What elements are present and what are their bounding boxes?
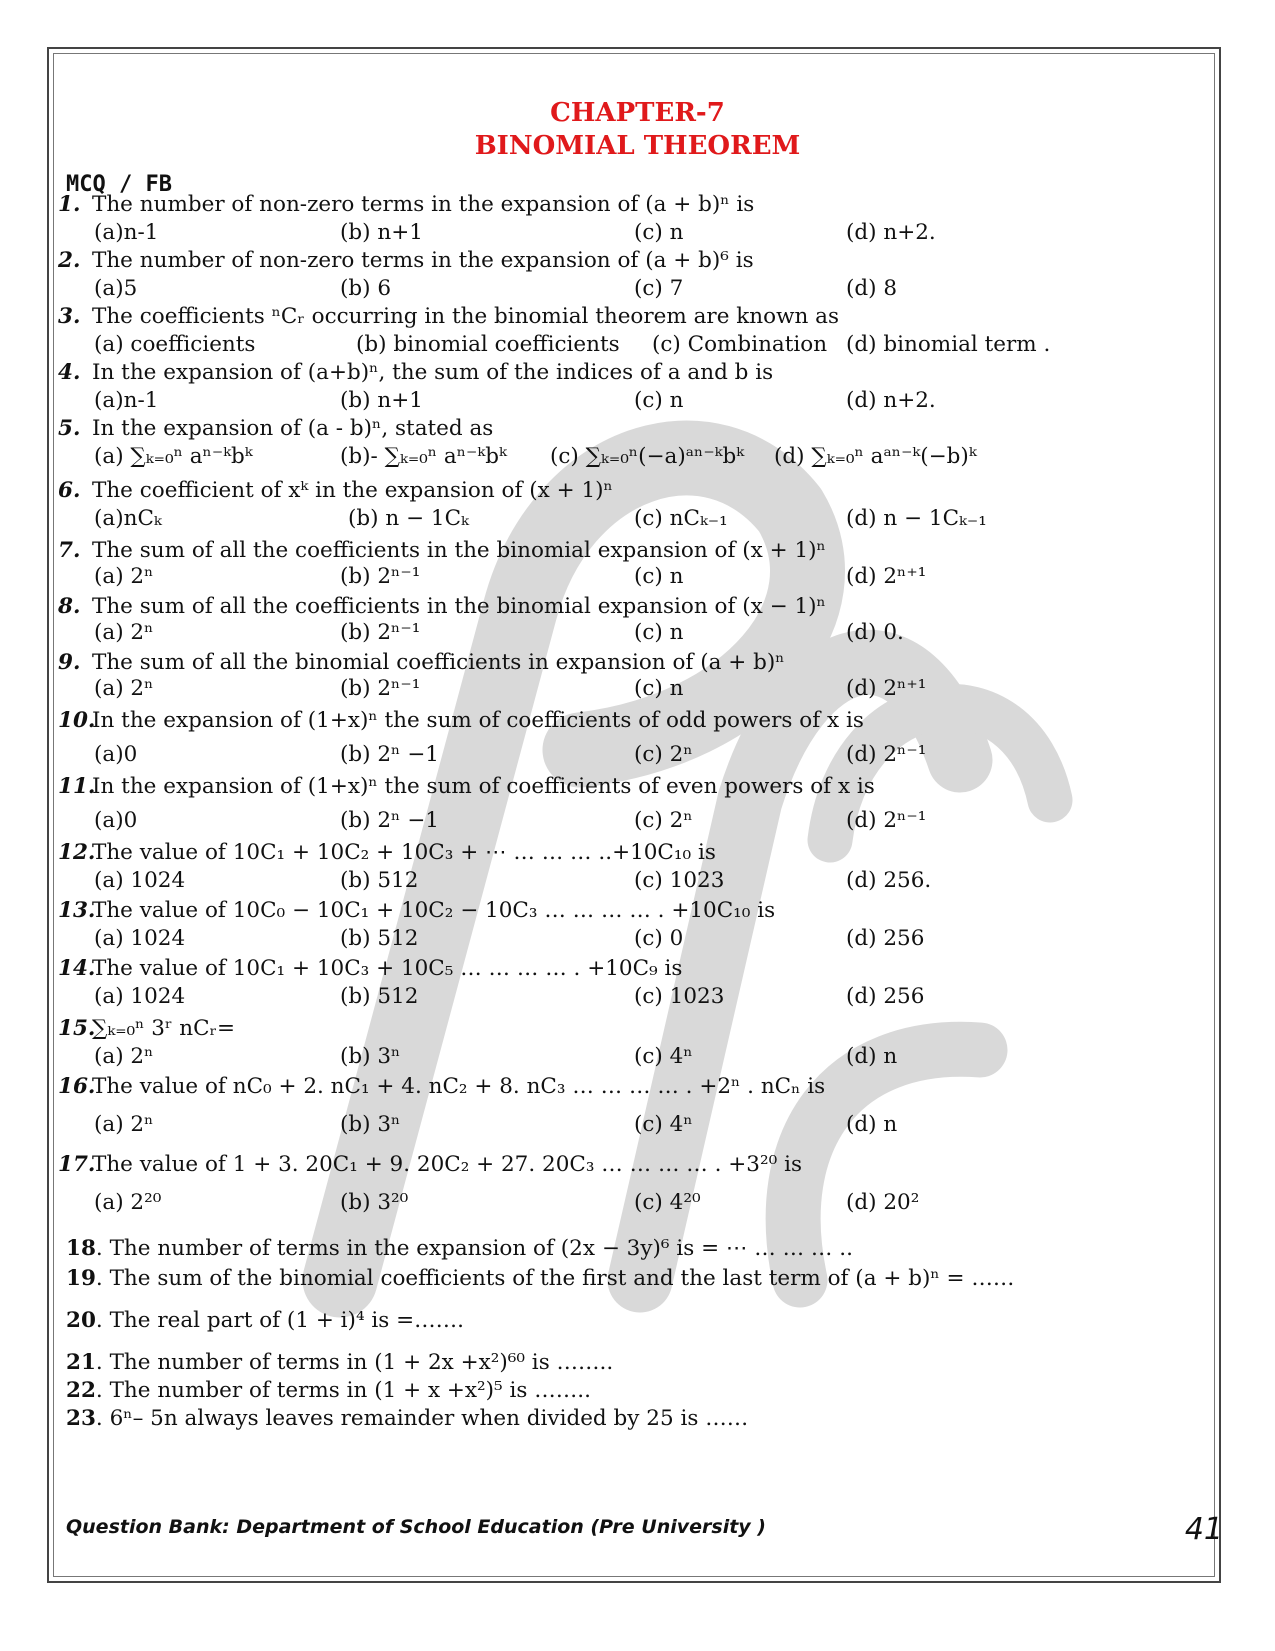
option-a: (a)nCₖ: [94, 506, 162, 531]
question-number: 8.: [58, 594, 81, 619]
option-b: (b) n+1: [340, 220, 423, 245]
question-text: The value of nC₀ + 2. nC₁ + 4. nC₂ + 8. nC₃ … … … … . +2ⁿ . nCₙ is: [92, 1074, 826, 1099]
question-9: [58, 650, 785, 675]
option-d: (d) n+2.: [846, 220, 936, 245]
option-a: (a) 2²⁰: [94, 1190, 162, 1215]
question-number: 1.: [58, 192, 81, 217]
option-b: (b) 3²⁰: [340, 1190, 409, 1215]
option-b: (b) n+1: [340, 388, 423, 413]
option-d: (d) 20²: [846, 1190, 920, 1215]
question-2: [58, 248, 754, 273]
question-text: ∑ₖ₌₀ⁿ 3ʳ nCᵣ=: [92, 1016, 236, 1041]
question-number: 10.: [58, 708, 96, 733]
question-number: 11.: [58, 774, 96, 799]
options-row: [94, 444, 1224, 472]
question-text: The coefficients ⁿCᵣ occurring in the binomial theorem are known as: [92, 304, 840, 329]
option-d: (d) 256: [846, 926, 925, 951]
question-number: 18: [66, 1236, 96, 1261]
question-number: 21: [66, 1350, 96, 1375]
blank-question-22: [66, 1378, 591, 1403]
options-row: [94, 984, 1224, 1012]
option-c: (c) 4ⁿ: [634, 1112, 693, 1137]
question-text: The sum of all the binomial coefficients in expansion of (a + b)ⁿ: [92, 650, 785, 675]
option-c: (c) Combination: [652, 332, 828, 357]
question-text: . 6ⁿ– 5n always leaves remainder when divided by 25 is ……: [95, 1406, 749, 1431]
question-1: [58, 192, 754, 217]
question-text: . The number of terms in (1 + 2x +x²)⁶⁰ is ……..: [95, 1350, 614, 1375]
question-text: The sum of all the coefficients in the binomial expansion of (x + 1)ⁿ: [92, 538, 826, 563]
question-16: [58, 1074, 825, 1099]
question-11: [58, 774, 875, 799]
option-d: (d) n: [846, 1044, 898, 1069]
question-number: 3.: [58, 304, 81, 329]
question-17: [58, 1152, 802, 1177]
question-text: The sum of all the coefficients in the binomial expansion of (x − 1)ⁿ: [92, 594, 826, 619]
option-d: (d) ∑ₖ₌₀ⁿ aᵃⁿ⁻ᵏ(−b)ᵏ: [774, 444, 977, 469]
options-row: [94, 1112, 1224, 1140]
question-15: [58, 1016, 235, 1041]
option-c: (c) 7: [634, 276, 684, 301]
option-a: (a) ∑ₖ₌₀ⁿ aⁿ⁻ᵏbᵏ: [94, 444, 253, 469]
options-row: [94, 868, 1224, 896]
option-c: (c) n: [634, 676, 684, 701]
question-number: 2.: [58, 248, 81, 273]
options-row: [94, 332, 1224, 360]
question-number: 16.: [58, 1074, 96, 1099]
option-b: (b) 6: [340, 276, 392, 301]
question-3: [58, 304, 839, 329]
blank-question-21: [66, 1350, 613, 1375]
question-14: [58, 956, 682, 981]
options-row: [94, 676, 1224, 704]
option-a: (a) coefficients: [94, 332, 256, 357]
question-number: 13.: [58, 898, 96, 923]
question-8: [58, 594, 826, 619]
question-number: 17.: [58, 1152, 96, 1177]
option-b: (b) 2ⁿ⁻¹: [340, 676, 421, 701]
option-b: (b) 2ⁿ⁻¹: [340, 564, 421, 589]
question-number: 15.: [58, 1016, 96, 1041]
option-d: (d) 0.: [846, 620, 904, 645]
question-text: In the expansion of (a - b)ⁿ, stated as: [92, 416, 494, 441]
page-number: 41: [1184, 1512, 1223, 1547]
question-number: 7.: [58, 538, 81, 563]
options-row: [94, 808, 1224, 836]
question-7: [58, 538, 826, 563]
question-text: . The sum of the binomial coefficients of the first and the last term of (a + b)ⁿ = ……: [95, 1266, 1015, 1291]
question-text: The value of 10C₁ + 10C₃ + 10C₅ … … … … . +10C₉ is: [92, 956, 683, 981]
question-text: . The real part of (1 + i)⁴ is =…….: [95, 1308, 464, 1333]
option-c: (c) 0: [634, 926, 684, 951]
option-a: (a)n-1: [94, 220, 159, 245]
question-number: 23: [66, 1406, 96, 1431]
option-c: (c) ∑ₖ₌₀ⁿ(−a)ᵃⁿ⁻ᵏbᵏ: [550, 444, 745, 469]
option-a: (a) 2ⁿ: [94, 1044, 154, 1069]
option-c: (c) n: [634, 220, 684, 245]
blank-question-19: [66, 1266, 1014, 1291]
chapter-number: CHAPTER-7: [550, 98, 725, 128]
option-d: (d) 2ⁿ⁻¹: [846, 808, 927, 833]
option-d: (d) n − 1Cₖ₋₁: [846, 506, 987, 531]
blank-question-18: [66, 1236, 853, 1261]
question-number: 19: [66, 1266, 96, 1291]
option-b: (b) 512: [340, 926, 419, 951]
options-row: [94, 564, 1224, 592]
option-a: (a) 2ⁿ: [94, 1112, 154, 1137]
blank-question-23: [66, 1406, 748, 1431]
option-d: (d) 256: [846, 984, 925, 1009]
options-row: [94, 506, 1224, 534]
question-text: The coefficient of xᵏ in the expansion of (x + 1)ⁿ: [92, 478, 613, 503]
question-number: 14.: [58, 956, 96, 981]
question-13: [58, 898, 775, 923]
question-text: The number of non-zero terms in the expansion of (a + b)ⁿ is: [92, 192, 755, 217]
question-text: The value of 1 + 3. 20C₁ + 9. 20C₂ + 27. 20C₃ … … … … . +3²⁰ is: [92, 1152, 802, 1177]
option-c: (c) n: [634, 620, 684, 645]
option-c: (c) n: [634, 564, 684, 589]
question-10: [58, 708, 864, 733]
option-d: (d) binomial term .: [846, 332, 1051, 357]
option-d: (d) n+2.: [846, 388, 936, 413]
option-a: (a) 2ⁿ: [94, 676, 154, 701]
option-d: (d) 256.: [846, 868, 932, 893]
option-c: (c) nCₖ₋₁: [634, 506, 728, 531]
option-c: (c) n: [634, 388, 684, 413]
options-row: [94, 742, 1224, 770]
question-number: 12.: [58, 840, 96, 865]
option-a: (a) 2ⁿ: [94, 620, 154, 645]
option-b: (b) binomial coefficients: [356, 332, 620, 357]
option-c: (c) 1023: [634, 868, 725, 893]
question-text: The number of non-zero terms in the expansion of (a + b)⁶ is: [92, 248, 754, 273]
option-c: (c) 2ⁿ: [634, 808, 693, 833]
question-6: [58, 478, 613, 503]
options-row: [94, 388, 1224, 416]
question-12: [58, 840, 716, 865]
chapter-title: BINOMIAL THEOREM: [474, 131, 801, 161]
option-a: (a)0: [94, 808, 138, 833]
options-row: [94, 276, 1224, 304]
question-5: [58, 416, 493, 441]
option-b: (b)- ∑ₖ₌₀ⁿ aⁿ⁻ᵏbᵏ: [340, 444, 507, 469]
options-row: [94, 620, 1224, 648]
question-text: In the expansion of (1+x)ⁿ the sum of coefficients of odd powers of x is: [92, 708, 864, 733]
option-b: (b) 512: [340, 868, 419, 893]
option-a: (a) 1024: [94, 984, 186, 1009]
option-a: (a) 1024: [94, 868, 186, 893]
option-a: (a)0: [94, 742, 138, 767]
question-text: In the expansion of (1+x)ⁿ the sum of coefficients of even powers of x is: [92, 774, 875, 799]
question-text: The value of 10C₁ + 10C₂ + 10C₃ + ⋯ … … … ..+10C₁₀ is: [92, 840, 716, 865]
option-c: (c) 2ⁿ: [634, 742, 693, 767]
option-b: (b) n − 1Cₖ: [348, 506, 469, 531]
option-a: (a) 1024: [94, 926, 186, 951]
question-number: 9.: [58, 650, 81, 675]
option-a: (a) 2ⁿ: [94, 564, 154, 589]
option-b: (b) 2ⁿ −1: [340, 808, 439, 833]
question-number: 5.: [58, 416, 81, 441]
option-b: (b) 2ⁿ⁻¹: [340, 620, 421, 645]
option-a: (a)5: [94, 276, 138, 301]
question-number: 6.: [58, 478, 81, 503]
option-d: (d) 2ⁿ⁺¹: [846, 676, 927, 701]
option-b: (b) 2ⁿ −1: [340, 742, 439, 767]
question-text: In the expansion of (a+b)ⁿ, the sum of the indices of a and b is: [92, 360, 774, 385]
option-b: (b) 3ⁿ: [340, 1044, 401, 1069]
footer-text: Question Bank: Department of School Education (Pre University ): [66, 1516, 766, 1538]
option-c: (c) 1023: [634, 984, 725, 1009]
question-4: [58, 360, 773, 385]
option-b: (b) 3ⁿ: [340, 1112, 401, 1137]
option-c: (c) 4²⁰: [634, 1190, 701, 1215]
options-row: [94, 1190, 1224, 1218]
option-d: (d) n: [846, 1112, 898, 1137]
question-number: 4.: [58, 360, 81, 385]
question-text: The value of 10C₀ − 10C₁ + 10C₂ − 10C₃ … … … … . +10C₁₀ is: [92, 898, 776, 923]
option-d: (d) 2ⁿ⁺¹: [846, 564, 927, 589]
option-d: (d) 2ⁿ⁻¹: [846, 742, 927, 767]
options-row: [94, 926, 1224, 954]
question-text: . The number of terms in (1 + x +x²)⁵ is ……..: [95, 1378, 591, 1403]
blank-question-20: [66, 1308, 464, 1333]
option-d: (d) 8: [846, 276, 898, 301]
option-b: (b) 512: [340, 984, 419, 1009]
option-c: (c) 4ⁿ: [634, 1044, 693, 1069]
question-number: 22: [66, 1378, 96, 1403]
options-row: [94, 1044, 1224, 1072]
options-row: [94, 220, 1224, 248]
question-text: . The number of terms in the expansion of (2x − 3y)⁶ is = ⋯ … … … ..: [95, 1236, 853, 1261]
option-a: (a)n-1: [94, 388, 159, 413]
question-number: 20: [66, 1308, 96, 1333]
section-heading: MCQ / FB: [66, 172, 172, 197]
